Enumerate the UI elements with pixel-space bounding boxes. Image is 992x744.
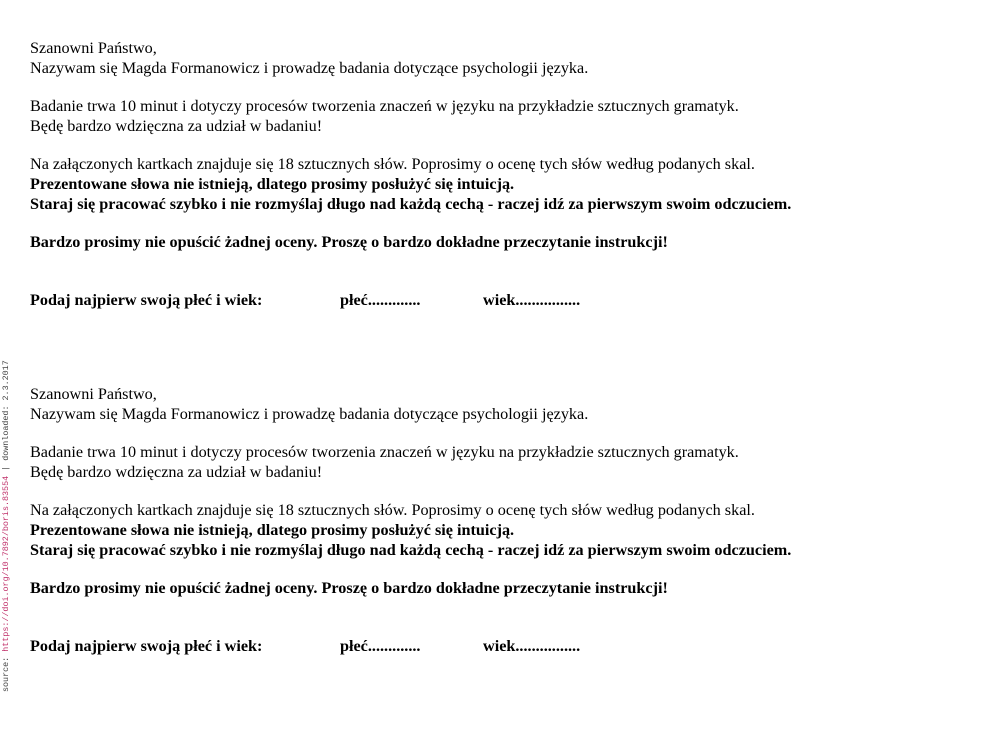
- paragraph-gap: [30, 214, 970, 232]
- letter-block-2: [30, 384, 970, 656]
- paragraph-gap: [30, 560, 970, 578]
- thanks-text: Będę bardzo wdzięczna za udział w badaniu!: [30, 117, 323, 135]
- paragraph-gap: [30, 252, 970, 290]
- paragraph-gap: [30, 136, 970, 154]
- gender-field[interactable]: płeć.............: [340, 637, 421, 655]
- greeting: Szanowni Państwo,: [30, 39, 157, 57]
- age-field[interactable]: wiek................: [483, 291, 581, 309]
- attached-words-text: Na załączonych kartkach znajduje się 18 sztucznych słów. Poprosimy o ocenę tych słów według podanych skal.: [30, 155, 755, 173]
- demographics-form: [30, 636, 970, 656]
- source-doi-link[interactable]: https://doi.org/10.7892/boris.83554: [1, 475, 11, 652]
- download-date: | downloaded: 2.3.2017: [1, 360, 11, 476]
- letter-block-1: [30, 38, 970, 310]
- form-prompt: Podaj najpierw swoją płeć i wiek:: [30, 637, 263, 655]
- thanks-text: Będę bardzo wdzięczna za udział w badaniu!: [30, 463, 323, 481]
- duration-text: Badanie trwa 10 minut i dotyczy procesów tworzenia znaczeń w języku na przykładzie sztucznych gramatyk.: [30, 443, 739, 461]
- request-text: Bardzo prosimy nie opuścić żadnej oceny. Proszę o bardzo dokładne przeczytanie instrukcji!: [30, 579, 668, 597]
- paragraph-gap: [30, 424, 970, 442]
- nonexistent-words-text: Prezentowane słowa nie istnieją, dlatego prosimy posłużyć się intuicją.: [30, 175, 515, 193]
- paragraph-gap: [30, 482, 970, 500]
- paragraph-gap: [30, 598, 970, 636]
- work-fast-text: Staraj się pracować szybko i nie rozmyślaj długo nad każdą cechą - raczej idź za pierwszym swoim odczuciem.: [30, 195, 792, 213]
- gender-field[interactable]: płeć.............: [340, 291, 421, 309]
- demographics-form: [30, 290, 970, 310]
- source-watermark: [0, 332, 12, 692]
- duration-text: Badanie trwa 10 minut i dotyczy procesów tworzenia znaczeń w języku na przykładzie sztucznych gramatyk.: [30, 97, 739, 115]
- work-fast-text: Staraj się pracować szybko i nie rozmyślaj długo nad każdą cechą - raczej idź za pierwszym swoim odczuciem.: [30, 541, 792, 559]
- source-prefix: source:: [1, 651, 11, 692]
- form-prompt: Podaj najpierw swoją płeć i wiek:: [30, 291, 263, 309]
- paragraph-gap: [30, 78, 970, 96]
- request-text: Bardzo prosimy nie opuścić żadnej oceny. Proszę o bardzo dokładne przeczytanie instrukcji!: [30, 233, 668, 251]
- attached-words-text: Na załączonych kartkach znajduje się 18 sztucznych słów. Poprosimy o ocenę tych słów według podanych skal.: [30, 501, 755, 519]
- nonexistent-words-text: Prezentowane słowa nie istnieją, dlatego prosimy posłużyć się intuicją.: [30, 521, 515, 539]
- intro-text: Nazywam się Magda Formanowicz i prowadzę badania dotyczące psychologii języka.: [30, 405, 589, 423]
- age-field[interactable]: wiek................: [483, 637, 581, 655]
- intro-text: Nazywam się Magda Formanowicz i prowadzę badania dotyczące psychologii języka.: [30, 59, 589, 77]
- greeting: Szanowni Państwo,: [30, 385, 157, 403]
